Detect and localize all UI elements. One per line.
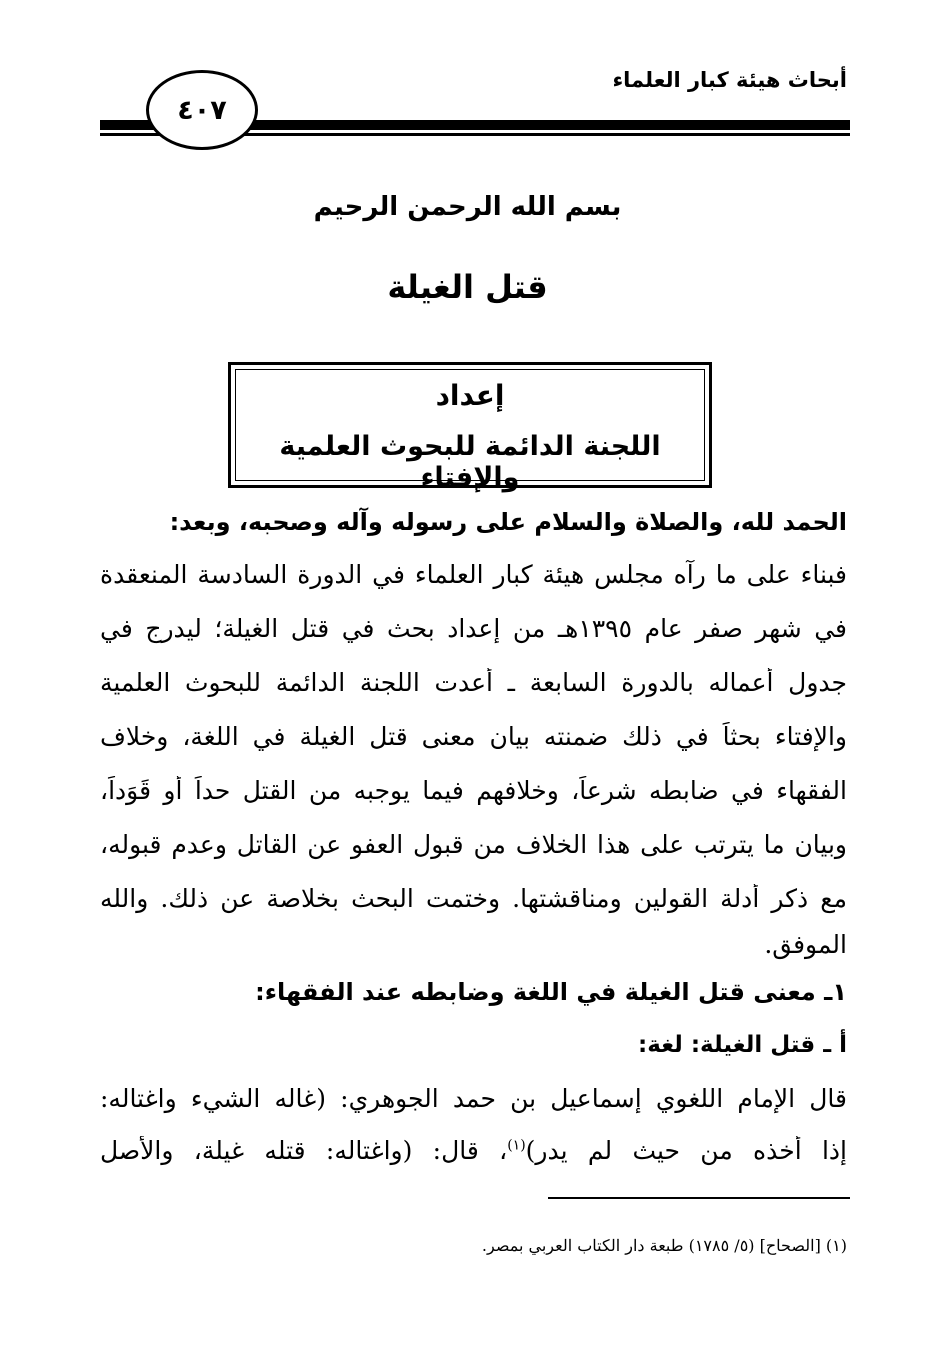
paragraph-line: الفقهاء في ضابطه شرعاً، وخلافهم فيما يوجبه من القتل حداً أو قَوَداً، xyxy=(100,776,847,805)
page-title: قتل الغيلة xyxy=(387,268,548,306)
paragraph-line: قال الإمام اللغوي إسماعيل بن حمد الجوهري: (غاله الشيء واغتاله: xyxy=(100,1084,847,1113)
subsection-heading: أ ـ قتل الغيلة: لغة: xyxy=(638,1032,847,1058)
paragraph-line: جدول أعماله بالدورة السابعة ـ أعدت اللجنة الدائمة للبحوث العلمية xyxy=(100,668,847,697)
opening-line: الحمد لله، والصلاة والسلام على رسوله وآله وصحبه، وبعد: xyxy=(169,508,847,536)
paragraph-line xyxy=(100,1136,847,1172)
prepared-by-label: إعداد xyxy=(435,379,505,412)
footnote-reference: (١) xyxy=(507,1137,526,1154)
paragraph-line: في شهر صفر عام ١٣٩٥هـ من إعداد بحث في قتل الغيلة؛ ليدرج في xyxy=(100,614,847,643)
authorship-box xyxy=(228,362,712,493)
running-title: أبحاث هيئة كبار العلماء xyxy=(612,68,847,92)
paragraph-line: وبيان ما يترتب على هذا الخلاف من قبول العفو عن القاتل وعدم قبوله، xyxy=(100,830,847,859)
committee-name: اللجنة الدائمة للبحوث العلمية والإفتاء xyxy=(279,431,661,493)
paragraph-line: مع ذكر أدلة القولين ومناقشتها. وختمت البحث بخلاصة عن ذلك. والله xyxy=(100,884,847,913)
quote-text: ، قال: (واغتاله: قتله غيلة، والأصل xyxy=(100,1136,508,1165)
paragraph-line: فبناء على ما رآه مجلس هيئة كبار العلماء في الدورة السادسة المنعقدة xyxy=(100,560,847,589)
footnote: (١) [الصحاح] (٥/ ١٧٨٥) طبعة دار الكتاب العربي بمصر. xyxy=(481,1236,847,1255)
paragraph-line: والإفتاء بحثاً في ذلك ضمنته بيان معنى قتل الغيلة في اللغة، وخلاف xyxy=(100,722,847,751)
footnote-separator xyxy=(548,1197,850,1199)
quote-text: إذا أخذه من حيث لم يدر) xyxy=(525,1136,847,1165)
section-heading: ١ـ معنى قتل الغيلة في اللغة وضابطه عند الفقهاء: xyxy=(255,978,847,1006)
page-number: ٤٠٧ xyxy=(146,70,258,150)
basmala: بسم الله الرحمن الرحيم xyxy=(313,192,622,222)
paragraph-line: الموفق. xyxy=(764,930,847,959)
